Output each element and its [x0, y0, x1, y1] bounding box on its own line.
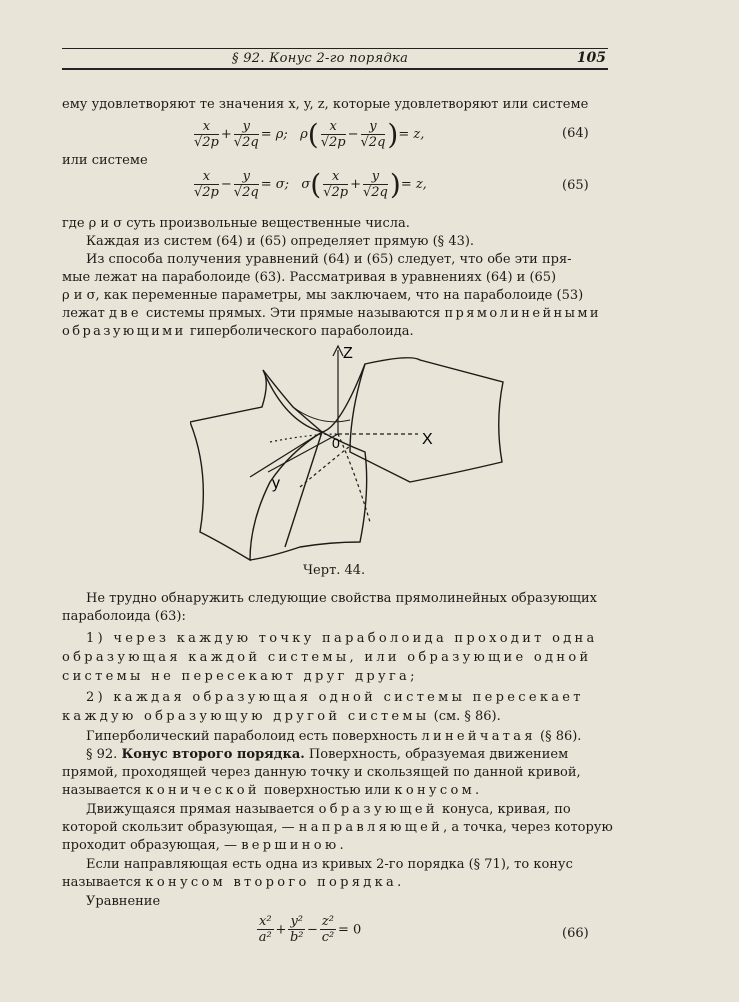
paragraph-line: Из способа получения уравнений (64) и (65) следует, что обе эти пря-	[86, 252, 572, 267]
figure-caption: Черт. 44.	[303, 563, 366, 578]
header-rule-top	[62, 48, 608, 49]
y-axis	[268, 434, 338, 472]
surface-front-sheet	[250, 432, 367, 560]
equation-66: $\frac{\text{x²}}{\text{a²}}$ + $\frac{\text{y²}}{\text{b²}}$ − $\frac{\text{z²}}{\text{c²}}$ = 0	[258, 914, 362, 945]
label-x: X	[422, 431, 433, 448]
equation-number-66: (66)	[562, 926, 589, 941]
label-z: Z	[343, 345, 353, 362]
paraboloid-figure	[190, 342, 520, 572]
equation-65: $\frac{x}{√2p}$ − $\frac{y}{√2q}$ = σ; σ( $\frac{x}{√2p}$ + $\frac{y}{√2q}$ )= z,	[194, 168, 427, 201]
generator-line	[285, 432, 322, 547]
paragraph-line: Гиперболический параболоид есть поверхность линейчатая (§ 86).	[86, 729, 582, 744]
header-rule-bottom	[62, 68, 608, 70]
equation-number-65: (65)	[562, 178, 589, 193]
paragraph-line: Уравнение	[86, 894, 161, 909]
running-header	[62, 48, 608, 70]
label-y: y	[272, 475, 280, 492]
paragraph-line: мые лежат на параболоиде (63). Рассматривая в уравнениях (64) и (65)	[62, 270, 557, 285]
paragraph-line: Каждая из систем (64) и (65) определяет прямую (§ 43).	[86, 234, 475, 249]
saddle-curve	[263, 364, 365, 432]
header-title: § 92. Конус 2-го порядка	[232, 51, 409, 66]
paragraph-line: прямой, проходящей через данную точку и скользящей по данной кривой,	[62, 765, 581, 780]
equation-number-64: (64)	[562, 126, 589, 141]
paragraph-line: § 92. Конус второго порядка. Поверхность, образуемая движением	[86, 747, 569, 762]
label-origin: 0	[332, 435, 340, 451]
paragraph-line: называется конусом второго порядка.	[62, 875, 402, 890]
paragraph-line: образующими гиперболического параболоида.	[62, 324, 414, 339]
paragraph-line: Движущаяся прямая называется образующей конуса, кривая, по	[86, 802, 571, 817]
paragraph-line: каждую образующую другой системы (см. § 86).	[62, 709, 501, 724]
paragraph-line: лежат две системы прямых. Эти прямые называются прямолинейными	[62, 306, 601, 321]
paragraph-line: или системе	[62, 153, 148, 168]
paragraph-line: Если направляющая есть одна из кривых 2-го порядка (§ 71), то конус	[86, 857, 573, 872]
page-number: 105	[576, 50, 606, 66]
paragraph-line: системы не пересекают друг друга;	[62, 669, 418, 684]
hidden-curve	[300, 446, 350, 487]
paragraph-line: параболоида (63):	[62, 609, 186, 624]
paragraph-line: называется конической поверхностью или конусом.	[62, 783, 480, 798]
equation-64: $\frac{x}{√2p}$ + $\frac{y}{√2q}$ = ρ; ρ( $\frac{x}{√2p}$ − $\frac{y}{√2q}$ )= z,	[194, 118, 425, 151]
surface-left-sheet	[190, 370, 322, 560]
paragraph-line: 2) каждая образующая одной системы пересекает	[86, 690, 584, 705]
paragraph-line: где ρ и σ суть произвольные вещественные числа.	[62, 216, 410, 231]
paragraph-line: 1) через каждую точку параболоида проходит одна	[86, 631, 598, 646]
paragraph-line: Не трудно обнаружить следующие свойства прямолинейных образующих	[86, 591, 597, 606]
surface-right-sheet	[350, 358, 503, 482]
paragraph-line: ρ и σ, как переменные параметры, мы заключаем, что на параболоиде (53)	[62, 288, 584, 303]
paragraph-line: ему удовлетворяют те значения x, y, z, которые удовлетворяют или системе	[62, 97, 589, 112]
paragraph-line: которой скользит образующая, — направляющей, а точка, через которую	[62, 820, 613, 835]
paragraph-line: проходит образующая, — вершиною.	[62, 838, 344, 853]
paragraph-line: образующая каждой системы, или образующие одной	[62, 650, 592, 665]
